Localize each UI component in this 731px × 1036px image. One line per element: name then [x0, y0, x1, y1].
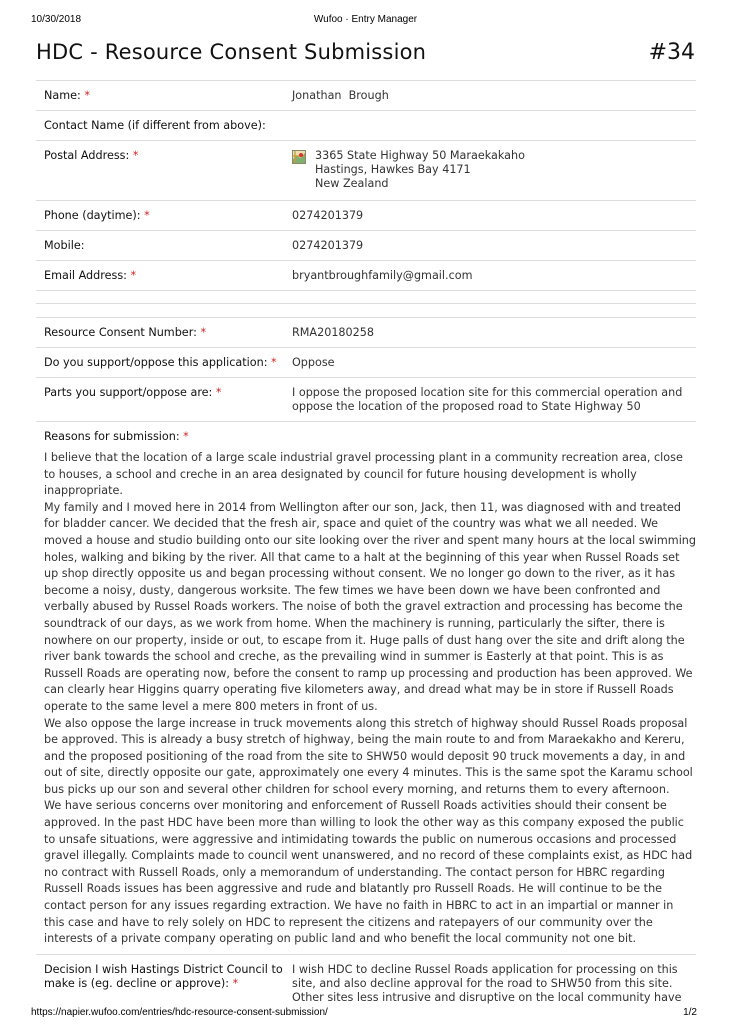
- decision-value: I wish HDC to decline Russel Roads application for processing on this site, and also decline approval for the road to SHW50 from this site. Other sites less intrusive and disruptive on the local community have: [292, 962, 682, 1004]
- field-label: Contact Name (if different from above):: [44, 119, 266, 132]
- required-marker: *: [183, 430, 189, 443]
- print-url: https://napier.wufoo.com/entries/hdc-resource-consent-submission/: [31, 1007, 328, 1018]
- required-marker: *: [132, 149, 139, 162]
- email-link[interactable]: bryantbroughfamily@gmail.com: [292, 269, 473, 282]
- page-number: 1/2: [683, 1007, 697, 1018]
- field-label: Phone (daytime): *: [44, 209, 150, 222]
- phone-value: 0274201379: [292, 209, 364, 222]
- field-label: Decision I wish Hastings District Council to make is (eg. decline or approve): *: [44, 962, 283, 990]
- field-row-mobile: [36, 231, 696, 261]
- field-row-email: [36, 261, 696, 291]
- required-marker: *: [130, 269, 137, 282]
- postal-address-value: [292, 149, 696, 191]
- field-label: Parts you support/oppose are: *: [44, 386, 222, 399]
- entry-table: [36, 80, 696, 1012]
- required-marker: *: [84, 89, 90, 102]
- name-value: Jonathan Brough: [292, 89, 389, 102]
- parts-value: I oppose the proposed location site for this commercial operation and oppose the location of the proposed road to State Highway 50: [292, 386, 683, 413]
- consent-number-value: RMA20180258: [292, 326, 375, 339]
- form-title: HDC - Resource Consent Submission: [36, 40, 427, 64]
- field-row-phone: [36, 201, 696, 231]
- address-line: 3365 State Highway 50 Maraekakaho: [315, 149, 525, 162]
- field-row-name: [36, 80, 696, 111]
- map-icon[interactable]: [292, 150, 306, 164]
- required-marker: *: [271, 356, 277, 369]
- print-page-title: Wufoo · Entry Manager: [313, 14, 418, 25]
- required-marker: *: [215, 386, 222, 399]
- field-label: Name: *: [44, 89, 90, 102]
- address-line: New Zealand: [315, 177, 389, 190]
- field-label: Mobile:: [44, 239, 85, 252]
- reasons-paragraph: We also oppose the large increase in truck movements along this stretch of highway should Russel Roads proposal be approved. This is already a busy stretch of highway, being the main route to and from Maraekakho and Kereru, and the proposed positioning of the road from the site to SHW50 would deposit 90 truck movements a day, in and out of site, directly opposite our gate, approximately one every 4 minutes. This is the same spot the Karamu school bus picks up our son and several other children for school every morning, and returns them to every afternoon.: [44, 716, 693, 796]
- field-row-support: [36, 348, 696, 378]
- reasons-paragraph: We have serious concerns over monitoring and enforcement of Russell Roads activities should their consent be approved. In the past HDC have been more than willing to look the other way as this company exposed the public to unsafe situations, were aggressive and intimidating towards the public on numerous occasions and processed gravel illegally. Complaints made to council went unanswered, and no record of these complaints exist, as HDC had no contract with Russell Roads, only a memorandum of understanding. The contact person for HBRC regarding Russell Roads issues has been aggressive and rude and blatantly pro Russell Roads. He will continue to be the contact person for any issues regarding extraction. We have no faith in HBRC to act in an impartial or manner in this case and have to rely solely on HDC to represent the citizens and ratepayers of our community over the interests of a private company operating on public land and who benefit the local community not one bit.: [44, 799, 693, 946]
- field-label: Reasons for submission: *: [44, 430, 189, 443]
- field-label: Resource Consent Number: *: [44, 326, 207, 339]
- required-marker: *: [200, 326, 207, 339]
- required-marker: *: [232, 976, 239, 990]
- field-row-contact-name: [36, 111, 696, 141]
- section-divider: [36, 291, 696, 304]
- field-row-postal-address: [36, 141, 696, 201]
- reasons-text: [44, 450, 696, 948]
- mobile-value: 0274201379: [292, 239, 364, 252]
- reasons-paragraph: My family and I moved here in 2014 from Wellington after our son, Jack, then 11, was diagnosed with and treated for bladder cancer. We decided that the fresh air, space and quiet of the country was what we all needed. We moved a house and studio building onto our site looking over the river and spent many hours at the local swimming holes, walking and biking by the river. All that came to a halt at the beginning of this year when Russel Roads set up shop directly opposite us and began processing without consent. We no longer go down to the river, as it has become a noisy, dusty, dangerous worksite. The few times we have been down we have been confronted and verbally abused by Russel Roads workers. The noise of both the gravel extraction and processing has become the soundtrack of our days, as we work from home. When the machinery is running, particularly the sifter, there is nowhere on our property, inside or out, to escape from it. Huge palls of dust hang over the site and drift along the river bank towards the school and creche, as the prevailing wind in summer is Easterly at that point. This is as Russell Roads are operating now, before the consent to ramp up processing and production has been approved. We can clearly hear Higgins quarry operating five kilometers away, and dread what may be in store if Russell Roads operate to the same level a mere 800 meters in front of us.: [44, 500, 696, 713]
- field-label: Do you support/oppose this application: *: [44, 356, 277, 369]
- print-date: 10/30/2018: [31, 14, 82, 25]
- support-value: Oppose: [292, 356, 335, 369]
- field-row-decision: [36, 955, 696, 1012]
- field-label: Postal Address: *: [44, 149, 139, 162]
- field-row-parts: [36, 378, 696, 422]
- required-marker: *: [144, 209, 150, 222]
- entry-number: #34: [648, 40, 695, 65]
- address-line: Hastings, Hawkes Bay 4171: [315, 163, 471, 176]
- field-row-reasons: [36, 422, 696, 955]
- reasons-paragraph: I believe that the location of a large scale industrial gravel processing plant in a community recreation area, close to houses, a school and creche in an area designated by council for future housing development is wholly inappropriate.: [44, 451, 683, 498]
- field-row-consent-number: [36, 318, 696, 348]
- field-label: Email Address: *: [44, 269, 137, 282]
- section-divider: [36, 304, 696, 318]
